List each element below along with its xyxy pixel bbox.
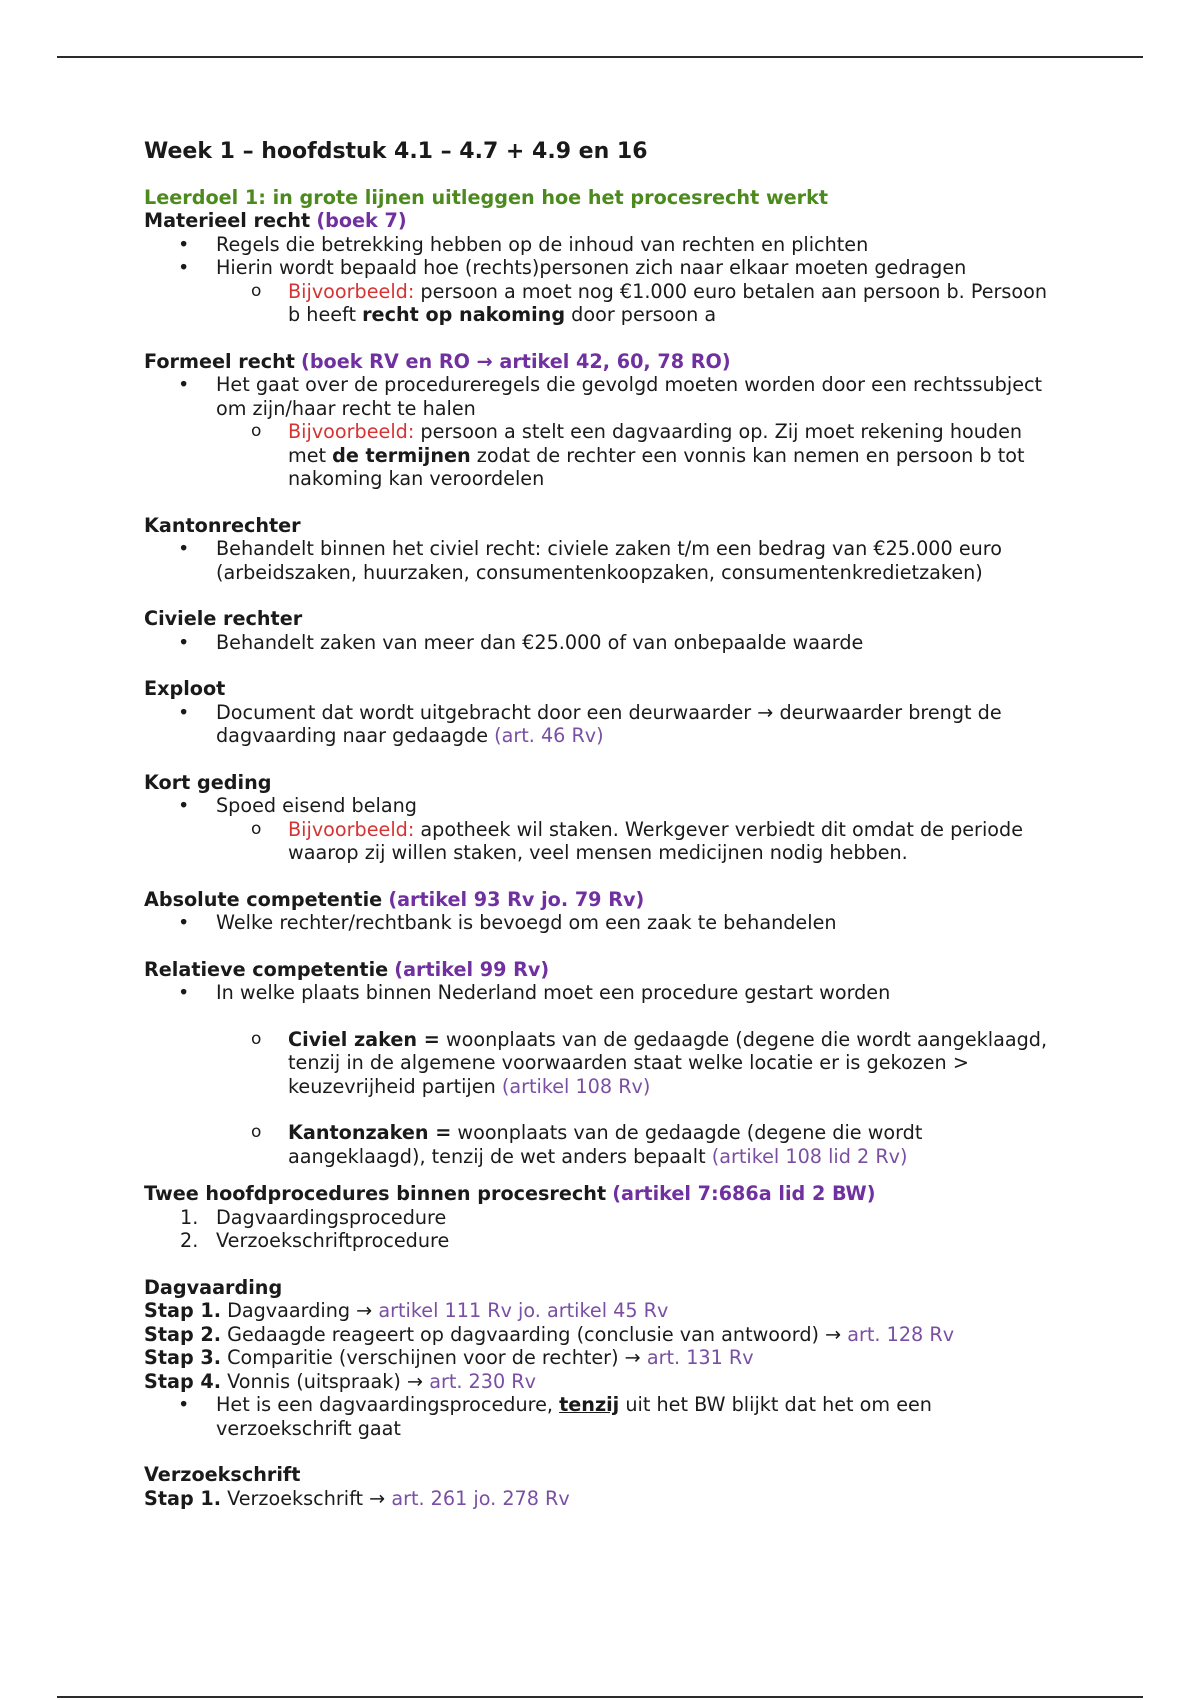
- step-text: Comparitie (verschijnen voor de rechter) →: [221, 1346, 647, 1369]
- list-number: 2.: [180, 1229, 199, 1252]
- heading-text: Formeel recht: [144, 349, 295, 373]
- list-item: [144, 1229, 1064, 1253]
- example-bold: recht op nakoming: [362, 303, 566, 326]
- step-text: Verzoekschrift →: [221, 1486, 392, 1510]
- section-heading: [144, 888, 1064, 912]
- section-relatieve-competentie: [144, 958, 1064, 1169]
- article-ref: art. 261 jo. 278 Rv: [391, 1486, 570, 1510]
- example-label: Bijvoorbeeld:: [288, 279, 415, 303]
- section-heading: [144, 350, 1064, 374]
- section-civiele-rechter: [144, 607, 1064, 654]
- list-item: • Behandelt zaken van meer dan €25.000 of van onbepaalde waarde: [144, 631, 1064, 655]
- sub-list-item: [144, 1121, 1064, 1168]
- step-label: Stap 1.: [144, 1299, 221, 1322]
- article-ref: art. 230 Rv: [429, 1369, 536, 1393]
- sub-list-item: [144, 280, 1064, 327]
- step-text: Vonnis (uitspraak) →: [221, 1369, 430, 1393]
- section-dagvaarding: [144, 1276, 1064, 1441]
- section-heading: [144, 209, 1064, 233]
- section-heading: Kantonrechter: [144, 513, 301, 537]
- bullet-list: [144, 1393, 1064, 1440]
- example-text: zodat de rechter een vonnis kan nemen en persoon b tot nakoming kan veroordelen: [288, 443, 1025, 490]
- learning-goal: Leerdoel 1: in grote lijnen uitleggen hoe het procesrecht werkt: [144, 185, 829, 209]
- list-item-text: Het is een dagvaardingsprocedure,: [216, 1393, 560, 1416]
- section-absolute-competentie: [144, 888, 1064, 935]
- list-number: 1.: [180, 1205, 199, 1229]
- list-item: • Behandelt binnen het civiel recht: civiele zaken t/m een bedrag van €25.000 euro (arbeidszaken, huurzaken, consumentenkoopzaken, consumentenkredietzaken): [144, 537, 1064, 584]
- footer-rule: [57, 1696, 1143, 1698]
- item-text: woonplaats van de gedaagde (degene die wordt aangeklaagd, tenzij in de algemene voorwaarden staat welke locatie er is gekozen > keuzevrijheid partijen: [288, 1027, 1048, 1098]
- article-ref: art. 128 Rv: [847, 1322, 955, 1346]
- heading-ref: (artikel 93 Rv jo. 79 Rv): [388, 887, 645, 911]
- article-ref: (artikel 108 lid 2 Rv): [711, 1144, 908, 1168]
- sub-list-item: [144, 1028, 1064, 1099]
- list-item-text: uit het BW blijkt dat het om een verzoekschrift gaat: [216, 1393, 932, 1440]
- step-label: Stap 1.: [144, 1486, 221, 1510]
- step-line: [144, 1299, 1064, 1323]
- article-ref: artikel 111 Rv jo. artikel 45 Rv: [378, 1299, 669, 1322]
- heading-ref: (artikel 99 Rv): [394, 957, 550, 981]
- heading-text: Relatieve competentie: [144, 957, 389, 981]
- header-rule: [57, 56, 1143, 58]
- step-label: Stap 3.: [144, 1346, 221, 1369]
- step-label: Stap 2.: [144, 1322, 221, 1346]
- heading-ref: (artikel 7:686a lid 2 BW): [612, 1182, 876, 1205]
- list-item: [144, 1393, 1064, 1440]
- sub-list-item: [144, 818, 1064, 865]
- sub-list-item: [144, 420, 1064, 491]
- example-text: apotheek wil staken. Werkgever verbiedt dit omdat de periode waarop zij willen staken, veel mensen medicijnen nodig hebben.: [288, 817, 1023, 864]
- list-item: • Het gaat over de procedureregels die gevolgd moeten worden door een rechtssubject om zijn/haar recht te halen: [144, 373, 1064, 420]
- step-text: Dagvaarding →: [221, 1299, 379, 1322]
- heading-text: Materieel recht: [144, 209, 311, 232]
- list-item: [144, 701, 1064, 748]
- section-materieel: [144, 209, 1064, 327]
- section-heading: Civiele rechter: [144, 607, 303, 630]
- bullet-list: [144, 911, 1064, 935]
- bullet-list: [144, 373, 1064, 491]
- list-item: • In welke plaats binnen Nederland moet een procedure gestart worden: [144, 981, 1064, 1005]
- section-heading: Verzoekschrift: [144, 1463, 301, 1486]
- list-item: • Spoed eisend belang: [144, 794, 1064, 818]
- section-kantonrechter: [144, 514, 1064, 585]
- list-item: • Hierin wordt bepaald hoe (rechts)personen zich naar elkaar moeten gedragen: [144, 256, 1064, 280]
- page-title: Week 1 – hoofdstuk 4.1 – 4.7 + 4.9 en 16: [144, 139, 648, 164]
- section-formeel: [144, 350, 1064, 491]
- item-text: woonplaats van de gedaagde (degene die wordt aangeklaagd), tenzij de wet anders bepaalt: [288, 1121, 923, 1168]
- bullet-list: [144, 794, 1064, 865]
- sub-list: [144, 1028, 1064, 1099]
- article-ref: (artikel 108 Rv): [501, 1074, 651, 1098]
- item-bold: Civiel zaken =: [288, 1027, 440, 1051]
- article-ref: (art. 46 Rv): [494, 724, 604, 747]
- bullet-list: [144, 631, 1064, 655]
- heading-text: Absolute competentie: [144, 887, 383, 911]
- heading-ref: (boek RV en RO → artikel 42, 60, 78 RO): [301, 349, 731, 373]
- section-heading: Dagvaarding: [144, 1275, 283, 1299]
- bullet-list: [144, 537, 1064, 584]
- emphasis-underline: tenzij: [559, 1393, 620, 1416]
- step-text: Gedaagde reageert op dagvaarding (conclusie van antwoord) →: [221, 1322, 848, 1346]
- list-item-text: Dagvaardingsprocedure: [216, 1205, 447, 1229]
- step-line: [144, 1346, 1064, 1370]
- step-line: [144, 1323, 1064, 1347]
- list-item: [144, 1206, 1064, 1230]
- list-item-text: Verzoekschriftprocedure: [216, 1229, 450, 1252]
- list-item: • Regels die betrekking hebben op de inhoud van rechten en plichten: [144, 233, 1064, 257]
- section-hoofdprocedures: [144, 1182, 1064, 1253]
- section-heading: [144, 958, 1064, 982]
- bullet-list: [144, 981, 1064, 1005]
- step-label: Stap 4.: [144, 1369, 221, 1393]
- numbered-list: [144, 1206, 1064, 1253]
- example-text: door persoon a: [565, 303, 717, 326]
- list-item-text: Document dat wordt uitgebracht door een deurwaarder → deurwaarder brengt de dagvaarding naar gedaagde: [216, 700, 1002, 747]
- section-heading: Exploot: [144, 677, 226, 700]
- step-line: [144, 1487, 1064, 1511]
- heading-ref: (boek 7): [316, 209, 407, 232]
- section-verzoekschrift: [144, 1463, 1064, 1510]
- example-label: Bijvoorbeeld:: [288, 420, 415, 443]
- section-heading: [144, 1182, 1064, 1206]
- list-item: • Welke rechter/rechtbank is bevoegd om een zaak te behandelen: [144, 911, 1064, 935]
- bullet-list: [144, 233, 1064, 327]
- example-text: persoon a moet nog €1.000 euro betalen aan persoon b. Persoon b heeft: [288, 279, 1048, 326]
- document-body: [144, 140, 1064, 1510]
- section-kort-geding: [144, 771, 1064, 865]
- step-line: [144, 1370, 1064, 1394]
- bullet-list: [144, 701, 1064, 748]
- section-exploot: [144, 677, 1064, 748]
- section-heading: Kort geding: [144, 770, 272, 794]
- sub-list: [144, 1121, 1064, 1168]
- item-bold: Kantonzaken =: [288, 1121, 452, 1144]
- heading-text: Twee hoofdprocedures binnen procesrecht: [144, 1182, 607, 1205]
- example-text: persoon a stelt een dagvaarding op. Zij moet rekening houden met: [288, 420, 1023, 467]
- example-bold: de termijnen: [332, 443, 471, 467]
- article-ref: art. 131 Rv: [646, 1346, 754, 1369]
- example-label: Bijvoorbeeld:: [288, 817, 415, 841]
